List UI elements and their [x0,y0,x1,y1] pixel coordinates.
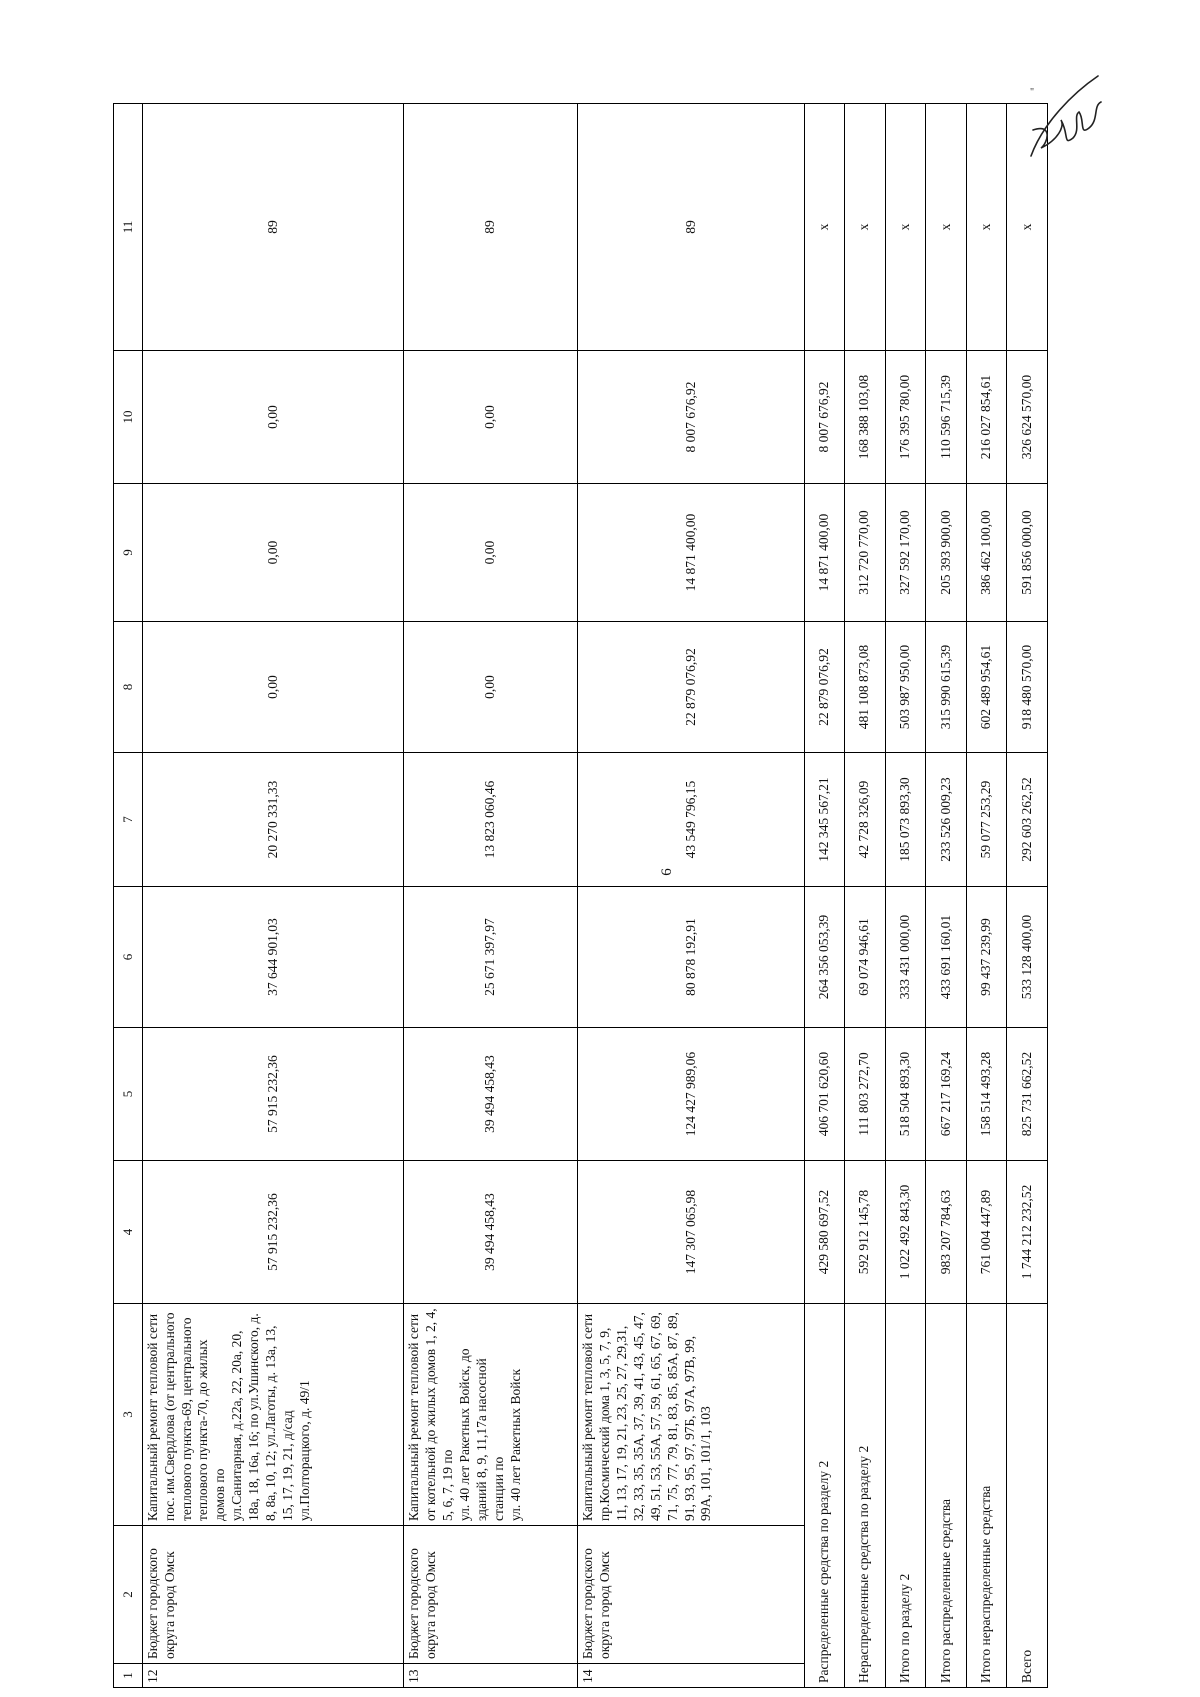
cell-c6: 264 356 053,39 [804,887,845,1028]
cell-c4: 57 915 232,36 [142,1161,404,1304]
cell-c9: 327 592 170,00 [885,484,926,622]
cell-c7: 142 345 567,21 [804,753,845,887]
col-header: 10 [114,351,143,484]
cell-c5: 57 915 232,36 [142,1028,404,1161]
work-description [404,1304,578,1526]
cell-c6: 433 691 160,01 [926,887,967,1028]
cell-c8: 22 879 076,92 [804,622,845,753]
funding-source: Бюджет городского округа город Омск [142,1526,404,1664]
description-line: пос. им.Свердлова (от центрального теплового пункта-69, центрального теплового пункта-70, до жилых домов по [161,1312,228,1521]
cell-c5: 111 803 272,70 [845,1028,886,1161]
cell-c10: 8 007 676,92 [804,351,845,484]
total-label: Всего [1007,1304,1048,1688]
cell-c10: 8 007 676,92 [578,351,804,484]
total-row [926,104,967,1688]
description-line: Капитальный ремонт тепловой сети пр.Космический дома 1, 3, 5, 7, 9, 11, 13, 17, 19, 21, 23, 25, 27, 29,31, 32, 33, 35, 35А, 37, 39, 41, 43, 45, 47, 49, 51, 53, 55А, 57, 59, 61, 65, 67, 69, 71, 75, 77, 79, 81, 83, 85, 85А, 87, 89, 91, 93, 95, 97, 97Б, 97А, 97В, 99, 99А, 101, 101/1, 103 [580,1312,714,1521]
description-line: Капитальный ремонт тепловой сети [144,1313,160,1521]
total-label: Итого по разделу 2 [885,1304,926,1688]
description-line: ул.Санитарная, д.22а, 22, 20а, 20, 18а, 18, 16а, 16; по ул.Ушинского, д. 8, 8а, 10, 12; ул.Лаготы, д. 13а, 13, 15, 17, 19, 21, д/сад ул.Полторацкого, д. 49/1 [229,1313,312,1521]
cell-c9: 386 462 100,00 [966,484,1007,622]
row-number: 12 [142,1664,404,1688]
work-description [578,1304,804,1526]
row-number: 14 [578,1664,804,1688]
cell-c8: 0,00 [404,622,578,753]
col-header: 6 [114,887,143,1028]
cell-c10: 0,00 [404,351,578,484]
col-header: 8 [114,622,143,753]
cell-c5: 518 504 893,30 [885,1028,926,1161]
table-row [404,104,578,1688]
cell-c7: 20 270 331,33 [142,753,404,887]
cell-c5: 406 701 620,60 [804,1028,845,1161]
description-line: ул. 40 лет Ракетных Войск [507,1368,523,1521]
total-row [804,104,845,1688]
cell-c8: 315 990 615,39 [926,622,967,753]
cell-c11: х [804,104,845,351]
total-label: Нераспределенные средства по разделу 2 [845,1304,886,1688]
cell-c4: 39 494 458,43 [404,1161,578,1304]
cell-c6: 333 431 000,00 [885,887,926,1028]
cell-c4: 1 744 212 232,52 [1007,1161,1048,1304]
col-header: 1 [114,1664,143,1688]
table-row [578,104,804,1688]
cell-c11: 89 [404,104,578,351]
cell-c11: х [1007,104,1048,351]
cell-c10: 216 027 854,61 [966,351,1007,484]
cell-c8: 503 987 950,00 [885,622,926,753]
funding-source: Бюджет городского округа город Омск [404,1526,578,1664]
col-header: 5 [114,1028,143,1161]
cell-c4: 983 207 784,63 [926,1161,967,1304]
cell-c6: 533 128 400,00 [1007,887,1048,1028]
total-label: Итого распределенные средства [926,1304,967,1688]
cell-c7: 13 823 060,46 [404,753,578,887]
cell-c5: 124 427 989,06 [578,1028,804,1161]
cell-c9: 14 871 400,00 [804,484,845,622]
cell-c11: х [885,104,926,351]
cell-c7: 59 077 253,29 [966,753,1007,887]
cell-c7: 42 728 326,09 [845,753,886,887]
cell-c7: 43 549 796,15 [578,753,804,887]
cell-c9: 14 871 400,00 [578,484,804,622]
cell-c5: 667 217 169,24 [926,1028,967,1161]
cell-c6: 37 644 901,03 [142,887,404,1028]
cell-c11: 89 [142,104,404,351]
budget-table [113,103,1048,1688]
cell-c4: 429 580 697,52 [804,1161,845,1304]
signature-icon [1003,68,1123,168]
cell-c9: 312 720 770,00 [845,484,886,622]
cell-c4: 592 912 145,78 [845,1161,886,1304]
cell-c10: 168 388 103,08 [845,351,886,484]
col-header: 4 [114,1161,143,1304]
total-row [885,104,926,1688]
total-row [966,104,1007,1688]
cell-c5: 158 514 493,28 [966,1028,1007,1161]
cell-c6: 25 671 397,97 [404,887,578,1028]
description-line: ул. 40 лет Ракетных Войск, до зданий 8, 9, 11,17а насосной станции по [456,1348,506,1521]
column-number-row [114,104,143,1688]
total-row [1007,104,1048,1688]
cell-c5: 39 494 458,43 [404,1028,578,1161]
cell-c8: 481 108 873,08 [845,622,886,753]
col-header: 9 [114,484,143,622]
corner-mark: " [1030,87,1035,98]
cell-c7: 233 526 009,23 [926,753,967,887]
cell-c4: 1 022 492 843,30 [885,1161,926,1304]
work-description [142,1304,404,1526]
table-row [142,104,404,1688]
cell-c6: 80 878 192,91 [578,887,804,1028]
col-header: 7 [114,753,143,887]
col-header: 2 [114,1526,143,1664]
total-row [845,104,886,1688]
cell-c10: 326 624 570,00 [1007,351,1048,484]
cell-c10: 0,00 [142,351,404,484]
cell-c8: 22 879 076,92 [578,622,804,753]
total-label: Итого нераспределенные средства [966,1304,1007,1688]
cell-c6: 69 074 946,61 [845,887,886,1028]
row-number: 13 [404,1664,578,1688]
col-header: 3 [114,1304,143,1526]
cell-c8: 918 480 570,00 [1007,622,1048,753]
cell-c11: х [966,104,1007,351]
cell-c9: 0,00 [404,484,578,622]
page-number: 6 [659,868,675,876]
total-label: Распределенные средства по разделу 2 [804,1304,845,1688]
cell-c5: 825 731 662,52 [1007,1028,1048,1161]
cell-c7: 185 073 893,30 [885,753,926,887]
cell-c6: 99 437 239,99 [966,887,1007,1028]
cell-c9: 0,00 [142,484,404,622]
description-line: Капитальный ремонт тепловой сети от котельной до жилых домов 1, 2, 4, 5, 6, 7, 19 по [406,1308,456,1521]
cell-c10: 110 596 715,39 [926,351,967,484]
rotated-table-container [113,104,1048,1688]
cell-c7: 292 603 262,52 [1007,753,1048,887]
cell-c11: х [926,104,967,351]
cell-c9: 591 856 000,00 [1007,484,1048,622]
cell-c10: 176 395 780,00 [885,351,926,484]
cell-c11: х [845,104,886,351]
cell-c8: 0,00 [142,622,404,753]
col-header: 11 [114,104,143,351]
funding-source: Бюджет городского округа город Омск [578,1526,804,1664]
cell-c4: 761 004 447,89 [966,1161,1007,1304]
cell-c8: 602 489 954,61 [966,622,1007,753]
cell-c11: 89 [578,104,804,351]
cell-c9: 205 393 900,00 [926,484,967,622]
cell-c4: 147 307 065,98 [578,1161,804,1304]
